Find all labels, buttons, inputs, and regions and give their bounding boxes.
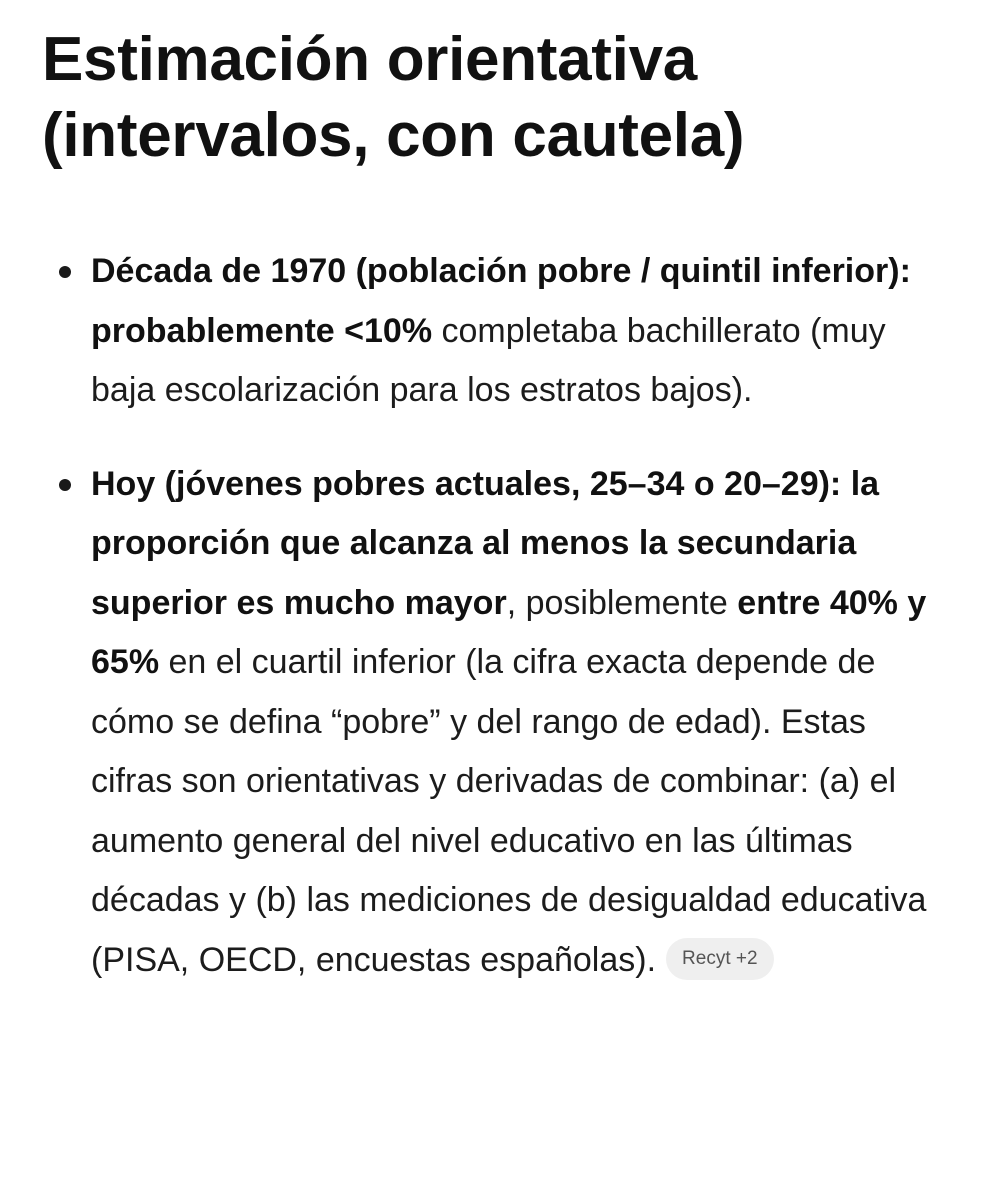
source-citation-pill[interactable]: Recyt +2 xyxy=(666,938,774,980)
body-text: completaba bachillerato (muy baja escolarización para los estratos bajos). xyxy=(91,311,886,409)
body-text: , posiblemente xyxy=(506,583,738,622)
body-text: en el cuartil inferior (la cifra exacta depende de cómo se defina “pobre” y del rango de edad). Estas cifras son orientativas y derivadas de combinar: (a) el aumento general del nivel educativo en las últimas décadas y (b) las mediciones de desigualdad educativa (PISA, OECD, encuestas españolas). xyxy=(91,643,927,979)
bold-text: Década de 1970 (población pobre / quintil inferior): probablemente <10% xyxy=(91,252,911,350)
bullet-dot-icon xyxy=(59,479,71,491)
bullet-list xyxy=(0,242,982,990)
bold-text: Hoy (jóvenes pobres actuales, 25–34 o 20–29): la proporción que alcanza al menos la secundaria superior es mucho mayor xyxy=(91,464,880,622)
bullet-dot-icon xyxy=(59,266,71,278)
bullet-item-1970s xyxy=(0,242,982,421)
bold-text: entre 40% y 65% xyxy=(91,583,927,681)
section-heading: Estimación orientativa (intervalos, con cautela) xyxy=(42,25,745,170)
bullet-item-today xyxy=(0,455,982,991)
